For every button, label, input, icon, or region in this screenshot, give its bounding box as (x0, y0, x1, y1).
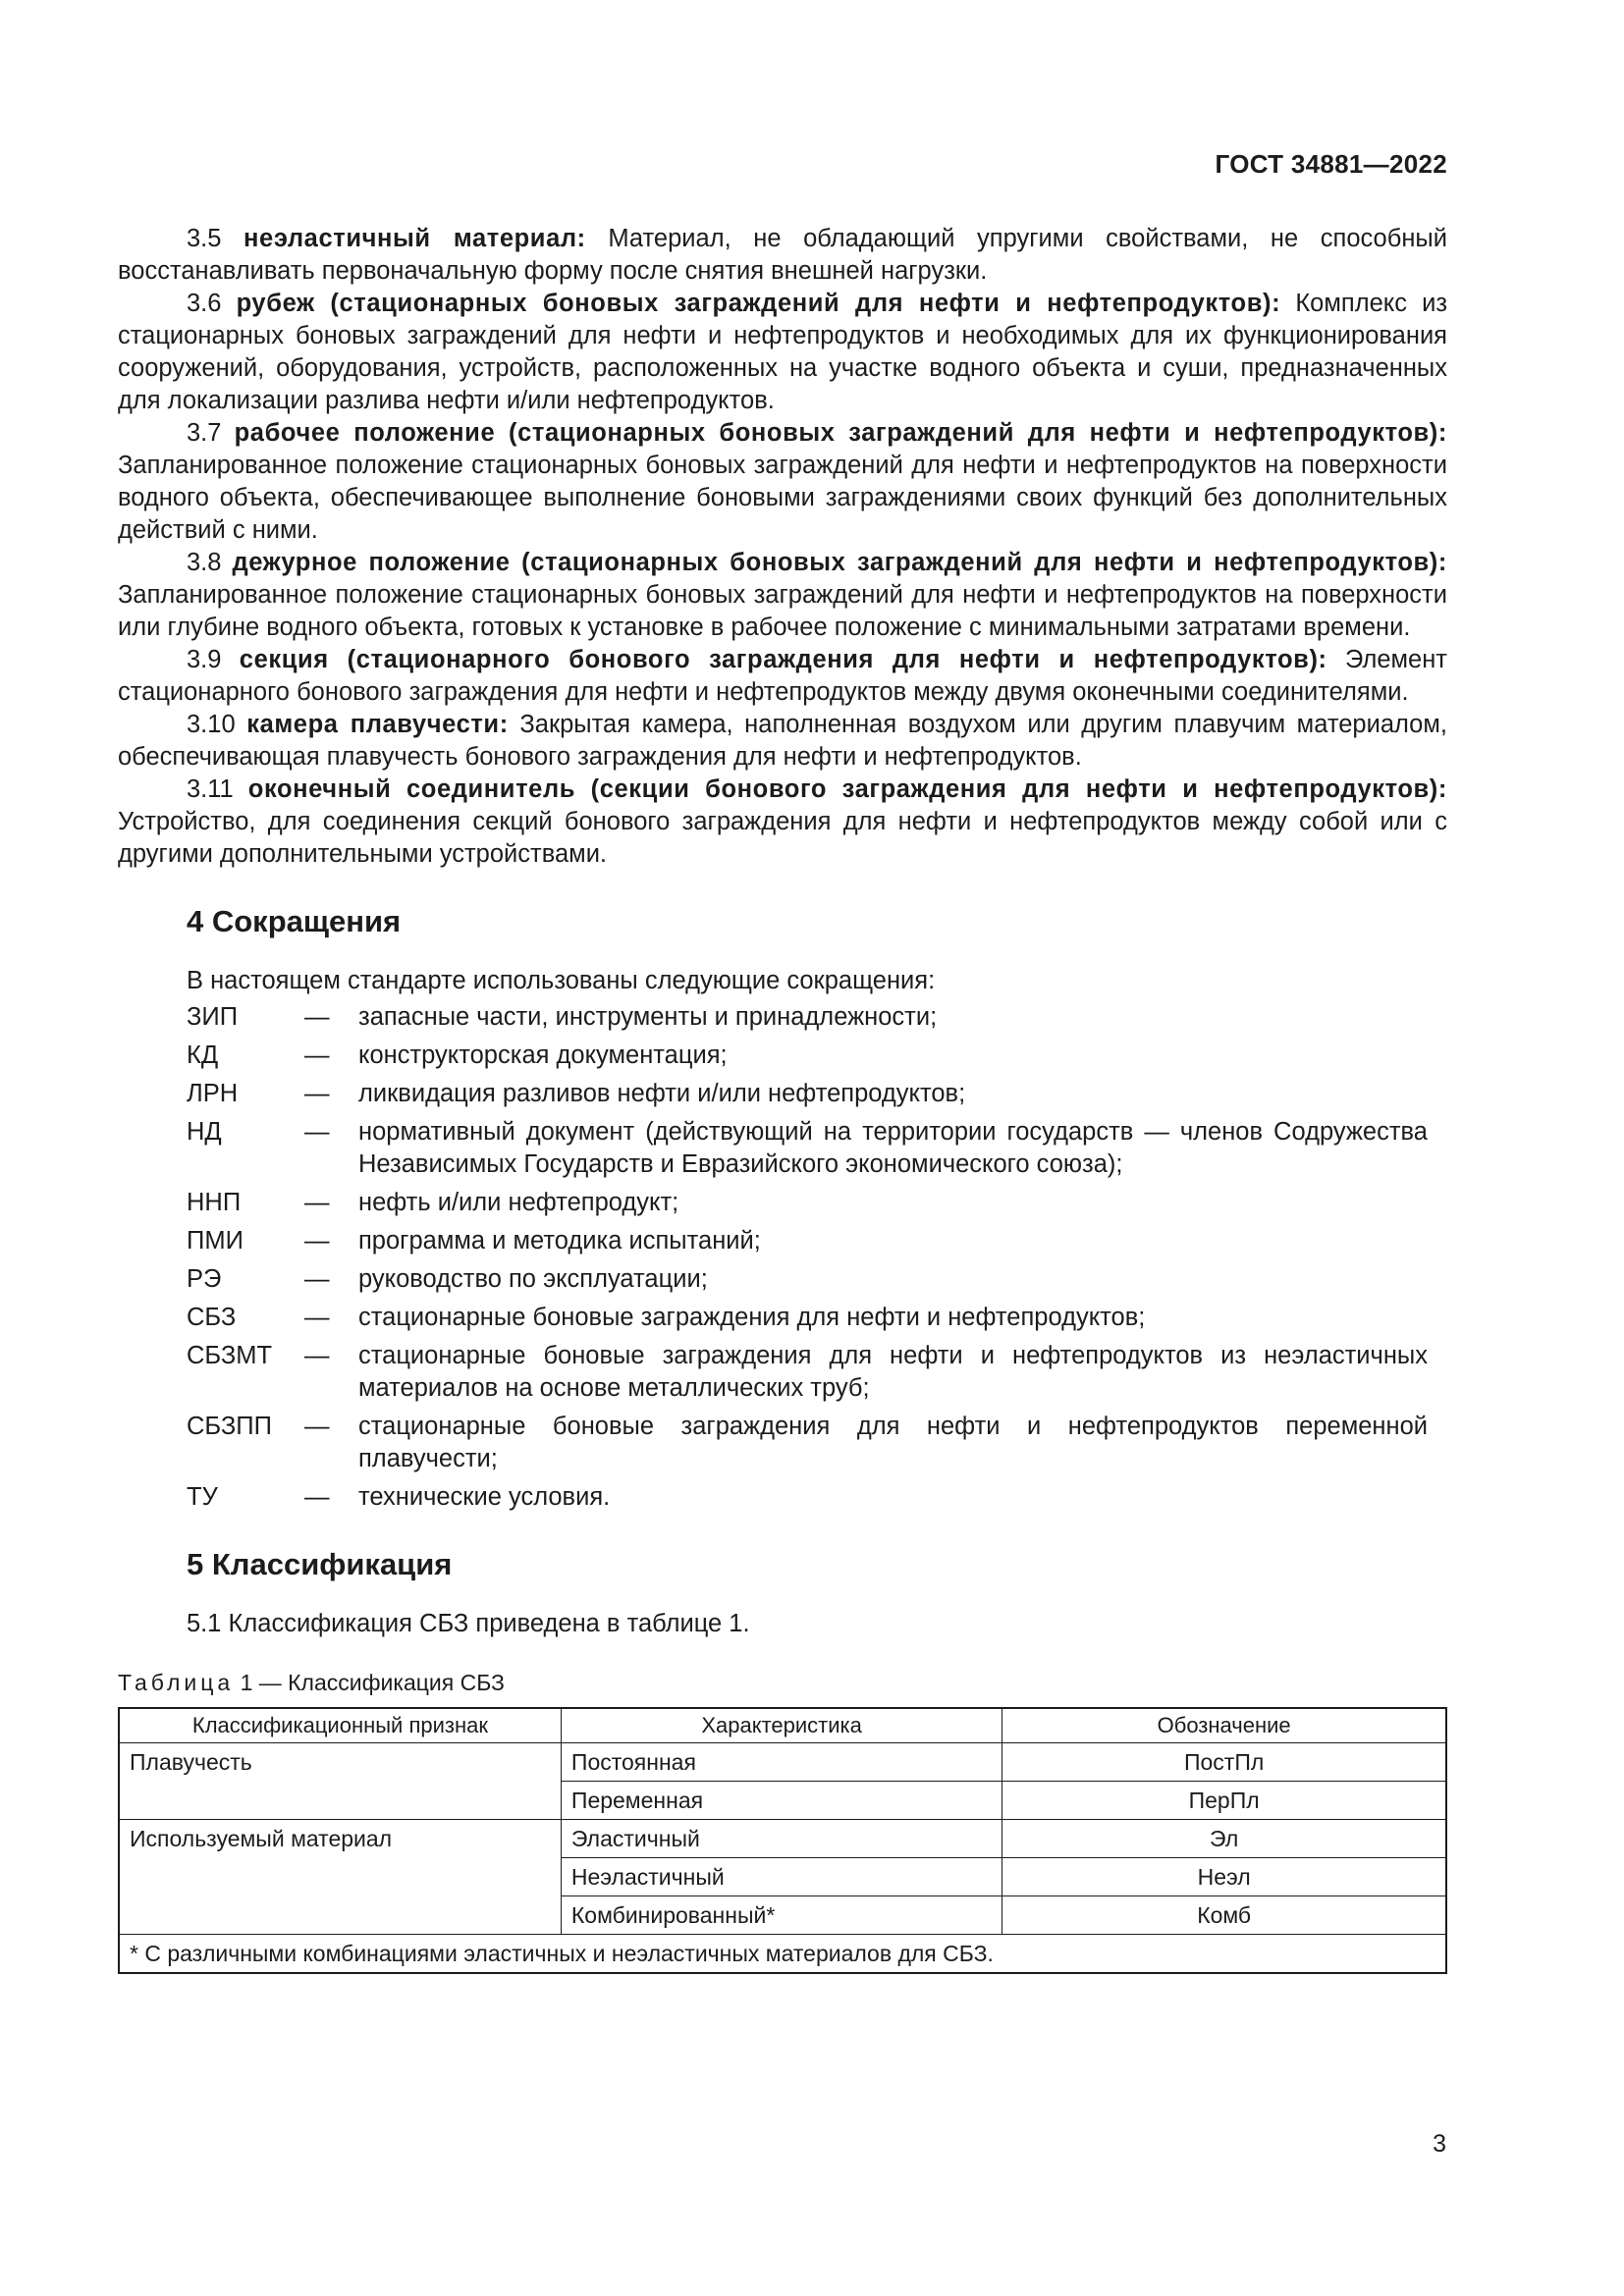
abbreviation-item (187, 1411, 1447, 1475)
table-header-row (119, 1708, 1446, 1743)
definition-term: секция (стационарного бонового заграждения для нефти и нефтепродуктов): (239, 646, 1327, 673)
definition-number: 3.10 (187, 711, 236, 738)
abbreviation-item (187, 1340, 1447, 1405)
definition-number: 3.7 (187, 419, 222, 447)
characteristic-cell: Постоянная (561, 1743, 1001, 1782)
designation-cell: Неэл (1002, 1858, 1446, 1896)
abbreviation-code: КД (187, 1041, 219, 1069)
table-row (119, 1743, 1446, 1782)
abbreviation-dash: — (304, 1041, 330, 1069)
document-body (118, 223, 1447, 1974)
definition-number: 3.9 (187, 646, 222, 673)
table-row (119, 1820, 1446, 1858)
section-4-title: 4 Сокращения (187, 904, 402, 938)
abbreviation-dash: — (304, 1413, 330, 1440)
abbreviation-dash: — (304, 1189, 330, 1216)
table-footnote: * С различными комбинациями эластичных и неэластичных материалов для СБЗ. (119, 1935, 1446, 1974)
section-5-1-paragraph: 5.1 Классификация СБЗ приведена в таблице 1. (187, 1610, 750, 1637)
characteristic-cell: Неэластичный (561, 1858, 1001, 1896)
definition-term: камера плавучести: (246, 711, 509, 738)
definition-text: Запланированное положение стационарных боновых заграждений для нефти и нефтепродуктов на поверхности или глубине водного объекта, готовых к установке в рабочее положение с минимальными затратами времени. (118, 581, 1447, 641)
abbreviation-text: программа и методика испытаний; (358, 1227, 761, 1255)
abbreviation-code: ПМИ (187, 1227, 244, 1255)
document-id-header: ГОСТ 34881—2022 (1215, 149, 1447, 179)
definition-text: Закрытая камера, наполненная воздухом или другим плавучим материалом, обеспечивающая плавучесть бонового заграждения для нефти и нефтепродуктов. (118, 711, 1447, 771)
characteristic-cell: Комбинированный* (561, 1896, 1001, 1935)
abbreviations-intro: В настоящем стандарте использованы следующие сокращения: (187, 967, 936, 994)
definitions-list (118, 223, 1447, 871)
abbreviation-text: нормативный документ (действующий на территории государств — членов Содружества Независимых Государств и Евразийского экономического союза); (358, 1118, 1428, 1178)
definition-number: 3.6 (187, 290, 222, 317)
definition-3-10 (118, 709, 1447, 774)
abbreviation-text: стационарные боновые заграждения для нефти и нефтепродуктов из неэластичных материалов на основе металлических труб; (358, 1342, 1428, 1402)
abbreviation-dash: — (304, 1342, 330, 1369)
definition-3-7 (118, 417, 1447, 547)
definition-term: дежурное положение (стационарных боновых заграждений для нефти и нефтепродуктов): (232, 549, 1447, 576)
definition-number: 3.5 (187, 225, 222, 252)
definition-text: Комплекс из стационарных боновых заграждений для нефти и нефтепродуктов и необходимых для их функционирования сооружений, оборудования, устройств, расположенных на участке водного объекта и суши, предназначенных для локализации разлива нефти и/или нефтепродуктов. (118, 290, 1448, 414)
designation-cell: Комб (1002, 1896, 1446, 1935)
column-header-feature: Классификационный признак (119, 1708, 561, 1743)
designation-cell: ПерПл (1002, 1782, 1446, 1820)
section-5-title: 5 Классификация (187, 1547, 453, 1581)
feature-cell: Плавучесть (119, 1743, 561, 1820)
characteristic-cell: Переменная (561, 1782, 1001, 1820)
definition-text: Устройство, для соединения секций бонового заграждения для нефти и нефтепродуктов между собой или с другими дополнительными устройствами. (118, 808, 1447, 868)
definition-term: рабочее положение (стационарных боновых заграждений для нефти и нефтепродуктов): (234, 419, 1447, 447)
abbreviation-code: СБЗ (187, 1304, 237, 1331)
page-number: 3 (1433, 2130, 1446, 2158)
abbreviation-dash: — (304, 1304, 330, 1331)
characteristic-cell: Эластичный (561, 1820, 1001, 1858)
abbreviation-code: СБЗМТ (187, 1342, 273, 1369)
abbreviation-text: ликвидация разливов нефти и/или нефтепродуктов; (358, 1080, 966, 1107)
designation-cell: ПостПл (1002, 1743, 1446, 1782)
definition-3-6 (118, 288, 1447, 417)
definition-number: 3.11 (187, 775, 234, 803)
abbreviation-code: ТУ (187, 1483, 218, 1511)
abbreviation-text: стационарные боновые заграждения для нефти и нефтепродуктов переменной плавучести; (358, 1413, 1428, 1472)
abbreviation-text: нефть и/или нефтепродукт; (358, 1189, 679, 1216)
abbreviation-dash: — (304, 1003, 330, 1031)
abbreviation-dash: — (304, 1118, 330, 1146)
abbreviation-item (187, 1040, 1447, 1072)
definition-term: неэластичный материал: (244, 225, 586, 252)
column-header-designation: Обозначение (1002, 1708, 1446, 1743)
designation-cell: Эл (1002, 1820, 1446, 1858)
abbreviation-text: запасные части, инструменты и принадлежности; (358, 1003, 938, 1031)
column-header-characteristic: Характеристика (561, 1708, 1001, 1743)
abbreviation-item (187, 1116, 1447, 1181)
abbreviation-code: СБЗПП (187, 1413, 272, 1440)
table-caption-label: Таблица (118, 1670, 235, 1695)
definition-3-8 (118, 547, 1447, 644)
definition-3-5 (118, 223, 1447, 288)
feature-cell: Используемый материал (119, 1820, 561, 1935)
abbreviation-item (187, 1302, 1447, 1334)
abbreviation-item (187, 1078, 1447, 1110)
abbreviation-item (187, 1263, 1447, 1296)
abbreviation-item (187, 1225, 1447, 1257)
definition-3-11 (118, 774, 1447, 871)
abbreviation-item (187, 1001, 1447, 1034)
abbreviation-code: ЛРН (187, 1080, 239, 1107)
abbreviation-dash: — (304, 1080, 330, 1107)
abbreviation-item (187, 1481, 1447, 1514)
definition-text: Элемент стационарного бонового заграждения для нефти и нефтепродуктов между двумя оконечными соединителями. (118, 646, 1447, 706)
abbreviation-dash: — (304, 1265, 330, 1293)
table-caption-text: 1 — Классификация СБЗ (240, 1670, 505, 1695)
definition-text: Материал, не обладающий упругими свойствами, не способный восстанавливать первоначальную форму после снятия внешней нагрузки. (118, 225, 1447, 285)
table-caption (118, 1668, 1447, 1697)
definition-term: рубеж (стационарных боновых заграждений для нефти и нефтепродуктов): (236, 290, 1281, 317)
abbreviation-text: конструкторская документация; (358, 1041, 728, 1069)
abbreviation-text: руководство по эксплуатации; (358, 1265, 708, 1293)
abbreviation-text: стационарные боновые заграждения для нефти и нефтепродуктов; (358, 1304, 1146, 1331)
abbreviation-dash: — (304, 1483, 330, 1511)
abbreviation-item (187, 1187, 1447, 1219)
classification-table (118, 1707, 1447, 1974)
definition-term: оконечный соединитель (секции бонового заграждения для нефти и нефтепродуктов): (247, 775, 1447, 803)
definition-number: 3.8 (187, 549, 222, 576)
abbreviation-dash: — (304, 1227, 330, 1255)
abbreviation-code: РЭ (187, 1265, 222, 1293)
abbreviations-list (118, 1001, 1447, 1514)
table-footnote-row (119, 1935, 1446, 1974)
abbreviation-code: ННП (187, 1189, 242, 1216)
definition-3-9 (118, 644, 1447, 709)
abbreviation-code: НД (187, 1118, 222, 1146)
abbreviation-text: технические условия. (358, 1483, 611, 1511)
definition-text: Запланированное положение стационарных боновых заграждений для нефти и нефтепродуктов на поверхности водного объекта, обеспечивающее выполнение боновыми заграждениями своих функций без дополнительных действий с ними. (118, 452, 1447, 544)
abbreviation-code: ЗИП (187, 1003, 239, 1031)
